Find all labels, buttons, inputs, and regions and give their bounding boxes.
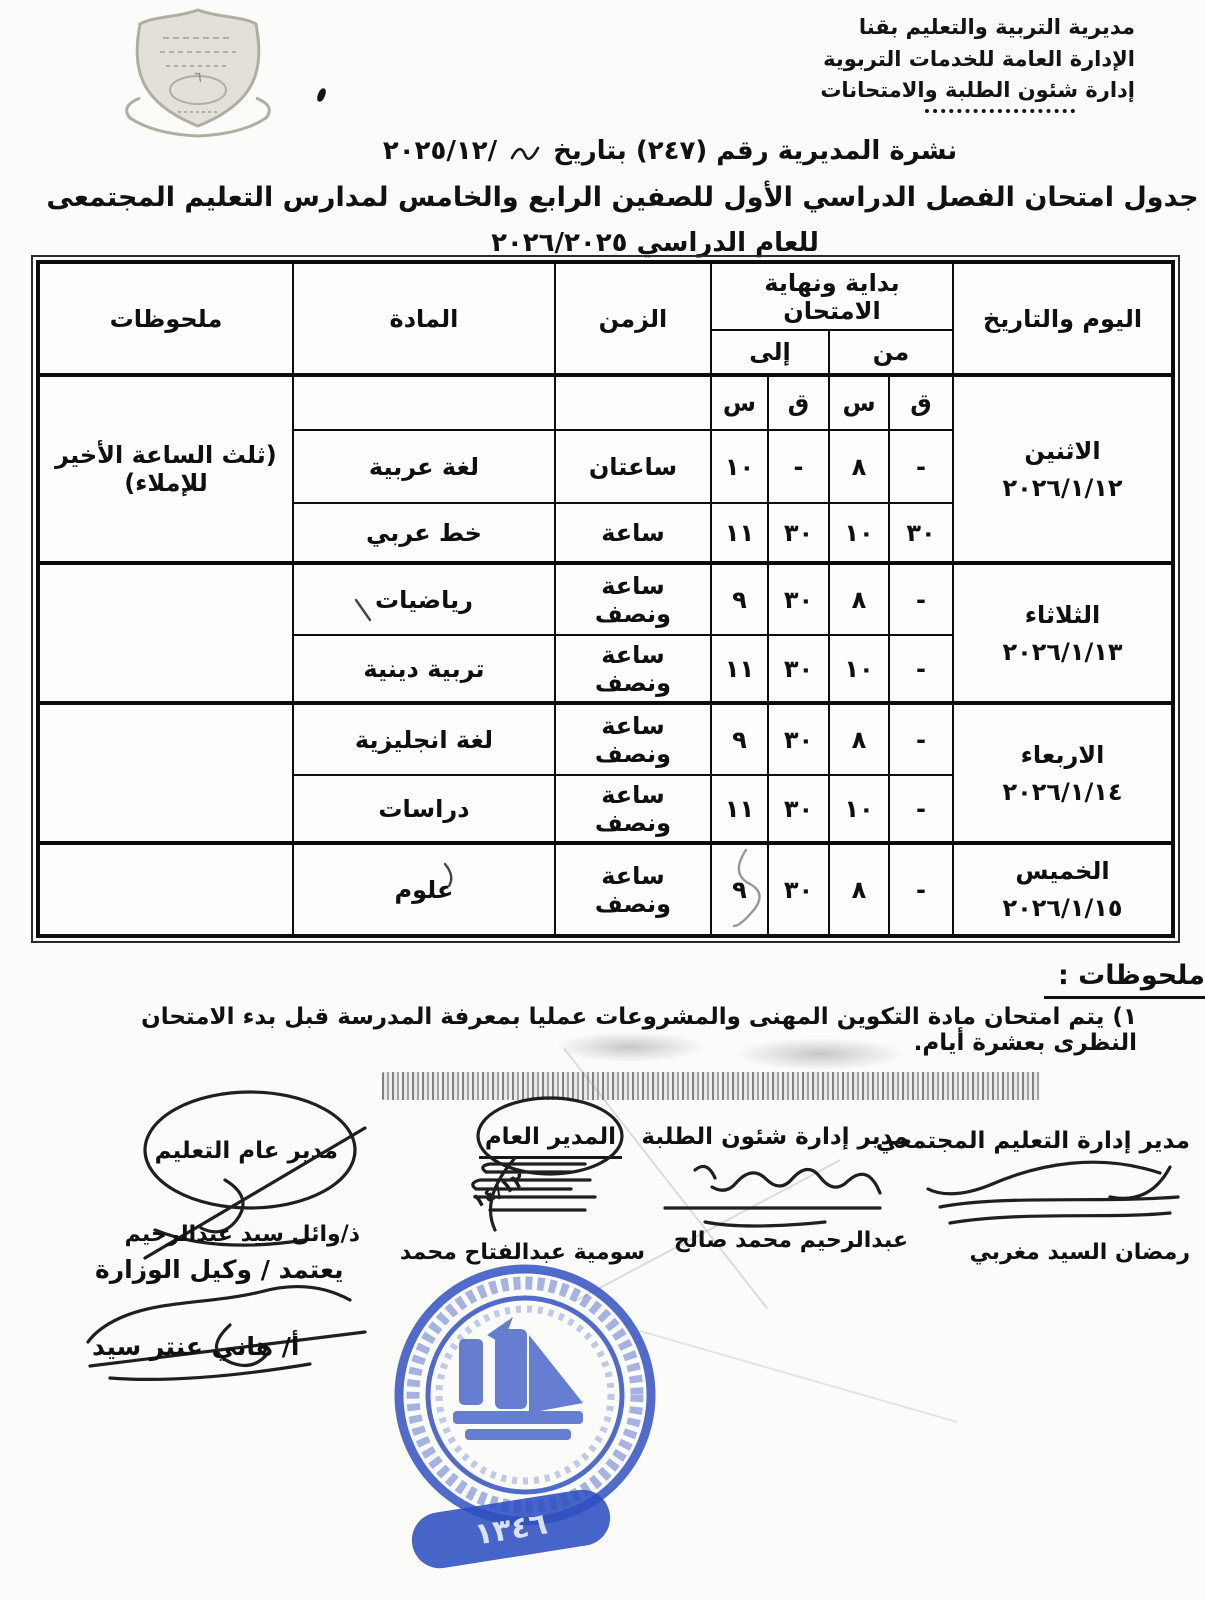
cell-to-q: ٣٠ (768, 563, 829, 635)
cell-from-q: - (889, 430, 953, 503)
cell-to-s: ٩ (711, 843, 768, 936)
schedule-title: جدول امتحان الفصل الدراسي الأول للصفين الرابع والخامس لمدارس التعليم المجتمعى (46, 182, 1199, 213)
cell-from-s: ٨ (829, 843, 889, 936)
emblem-mark: ٦ (193, 68, 203, 86)
ink-speck (316, 87, 328, 103)
cell-to-s: ١١ (711, 775, 768, 843)
letterhead-line3: إدارة شئون الطلبة والامتحانات (820, 78, 1135, 102)
eagle-icon (453, 1317, 583, 1440)
notes-cell-thursday (38, 843, 293, 936)
cell-to-q: ٣٠ (768, 635, 829, 703)
day-cell-thursday (953, 843, 1173, 936)
cell-to-s: ٩ (711, 703, 768, 775)
cell-subject: دراسات (293, 775, 555, 843)
cell-from-s: ٨ (829, 430, 889, 503)
cell-to-q: - (768, 430, 829, 503)
notes-cell-wednesday (38, 703, 293, 843)
col-header-duration: الزمن (555, 262, 711, 375)
hour-label: س (829, 375, 889, 430)
signature-abdelrahim (645, 1148, 900, 1236)
academic-year-title: للعام الدراسي ٢٠٢٦/٢٠٢٥ (105, 228, 1205, 263)
cell-to-s: ٩ (711, 563, 768, 635)
header-row-1 (38, 262, 1173, 330)
day-date: ٢٠٢٦/١/١٥ (1002, 894, 1123, 922)
cell-from-q: - (889, 703, 953, 775)
note-item-1: ١) يتم امتحان مادة التكوين المهنى والمشروعات عمليا بمعرفة المدرسة قبل بدء الامتحان النظرى بعشرة أيام. (141, 1004, 1137, 1056)
notes-section-title: ملحوظات : (1044, 960, 1205, 999)
sig-title-education-general-director: مدير عام التعليم (154, 1138, 338, 1164)
cell-to-q: ٣٠ (768, 843, 829, 936)
sig-name-ramadan: رمضان السيد مغربي (969, 1240, 1190, 1265)
signature-hany (80, 1270, 370, 1388)
cell-from-q: - (889, 563, 953, 635)
empty-duration-cell (555, 375, 711, 430)
cell-to-s: ١١ (711, 635, 768, 703)
cell-duration: ساعتان (555, 430, 711, 503)
sig-title-student-affairs-director: مدير إدارة شئون الطلبة (641, 1124, 908, 1150)
stamp-number: ١٣٤٦ (472, 1506, 550, 1553)
table-row (38, 843, 1173, 936)
cell-to-q: ٣٠ (768, 775, 829, 843)
approval-title: يعتمد / وكيل الوزارة (95, 1255, 344, 1284)
cell-from-s: ٨ (829, 563, 889, 635)
cell-duration: ساعة ونصف (555, 563, 711, 635)
cell-subject: لغة انجليزية (293, 703, 555, 775)
day-name: الثلاثاء (1024, 600, 1101, 629)
cell-from-s: ١٠ (829, 503, 889, 563)
col-header-subject: المادة (293, 262, 555, 375)
cell-duration: ساعة ونصف (555, 843, 711, 936)
notes-cell-monday: (ثلث الساعة الأخير للإملاء) (38, 375, 293, 563)
handwritten-date-note: ١٤/١٢ (467, 1166, 529, 1214)
day-name: الاربعاء (1020, 740, 1105, 769)
day-name: الخميس (1015, 857, 1110, 885)
day-date: ٢٠٢٦/١/١٣ (1002, 637, 1123, 666)
day-date: ٢٠٢٦/١/١٢ (1002, 473, 1123, 502)
sig-title-community-education-director: مدير إدارة التعليم المجتمعي (875, 1128, 1190, 1154)
fold-crease (639, 1330, 957, 1423)
cell-from-q: ٣٠ (889, 503, 953, 563)
cell-from-s: ٨ (829, 703, 889, 775)
scan-scribble (718, 845, 770, 933)
cell-to-s: ١١ (711, 503, 768, 563)
notes-cell-tuesday (38, 563, 293, 703)
cell-to-q: ٣٠ (768, 503, 829, 563)
bulletin-title-line (135, 136, 1205, 166)
official-stamp-icon (393, 1253, 665, 1585)
cell-to-s: ١٠ (711, 430, 768, 503)
exam-schedule-table (36, 260, 1175, 938)
approval-name: أ/ هاني عنتر سيد (92, 1332, 300, 1361)
bulletin-text: نشرة المديرية رقم (٢٤٧) بتاريخ (553, 136, 958, 166)
monday-label-row (38, 375, 1173, 430)
col-header-day: اليوم والتاريخ (953, 262, 1173, 375)
empty-subject-cell (293, 375, 555, 430)
cell-from-q: - (889, 843, 953, 936)
signature-ramadan (920, 1145, 1190, 1240)
cell-from-s: ١٠ (829, 775, 889, 843)
col-header-notes: ملحوظات (38, 262, 293, 375)
cell-duration: ساعة ونصف (555, 635, 711, 703)
handwritten-day-mark (508, 138, 542, 166)
day-date: ٢٠٢٦/١/١٤ (1002, 777, 1123, 806)
cell-subject: خط عربي (293, 503, 555, 563)
sig-name-somaya: سومية عبدالفتاح محمد (399, 1240, 645, 1265)
smudge-artifact (735, 1038, 905, 1070)
table-row (38, 703, 1173, 775)
day-cell-monday (953, 375, 1173, 563)
letterhead-underline (925, 109, 1075, 113)
day-cell-wednesday (953, 703, 1173, 843)
cell-subject: لغة عربية (293, 430, 555, 503)
col-header-from: من (829, 330, 953, 375)
cell-from-q: - (889, 635, 953, 703)
col-header-exam-times: بداية ونهاية الامتحان (711, 262, 953, 330)
pen-mark (352, 596, 376, 626)
hour-label: س (711, 375, 768, 430)
day-name: الاثنين (1024, 436, 1101, 465)
sig-name-abdelrahim: عبدالرحيم محمد صالح (673, 1228, 908, 1253)
cell-subject: علوم (293, 843, 555, 936)
signature-somaya (435, 1150, 645, 1242)
letterhead-line2: الإدارة العامة للخدمات التربوية (823, 46, 1135, 71)
cell-from-s: ١٠ (829, 635, 889, 703)
minute-label: ق (768, 375, 829, 430)
bulletin-date: ٢٠٢٥/١٢/ (382, 136, 498, 166)
letterhead-line1: مديرية التربية والتعليم بقنا (858, 15, 1135, 39)
pen-mark (438, 860, 464, 892)
cell-duration: ساعة (555, 503, 711, 563)
col-header-to: إلى (711, 330, 829, 375)
ministry-emblem-icon (88, 4, 308, 144)
cell-duration: ساعة ونصف (555, 775, 711, 843)
sig-title-general-director: المدير العام (479, 1124, 622, 1159)
cell-from-q: - (889, 775, 953, 843)
cell-to-q: ٣٠ (768, 703, 829, 775)
minute-label: ق (889, 375, 953, 430)
smudge-artifact (555, 1032, 705, 1062)
letterhead (820, 12, 1135, 113)
cell-subject: تربية دينية (293, 635, 555, 703)
cell-duration: ساعة ونصف (555, 703, 711, 775)
sig-name-wael: ذ/وائل سيد عبدالرحيم (124, 1222, 360, 1247)
cell-subject: رياضيات (293, 563, 555, 635)
table-row (38, 563, 1173, 635)
day-cell-tuesday (953, 563, 1173, 703)
